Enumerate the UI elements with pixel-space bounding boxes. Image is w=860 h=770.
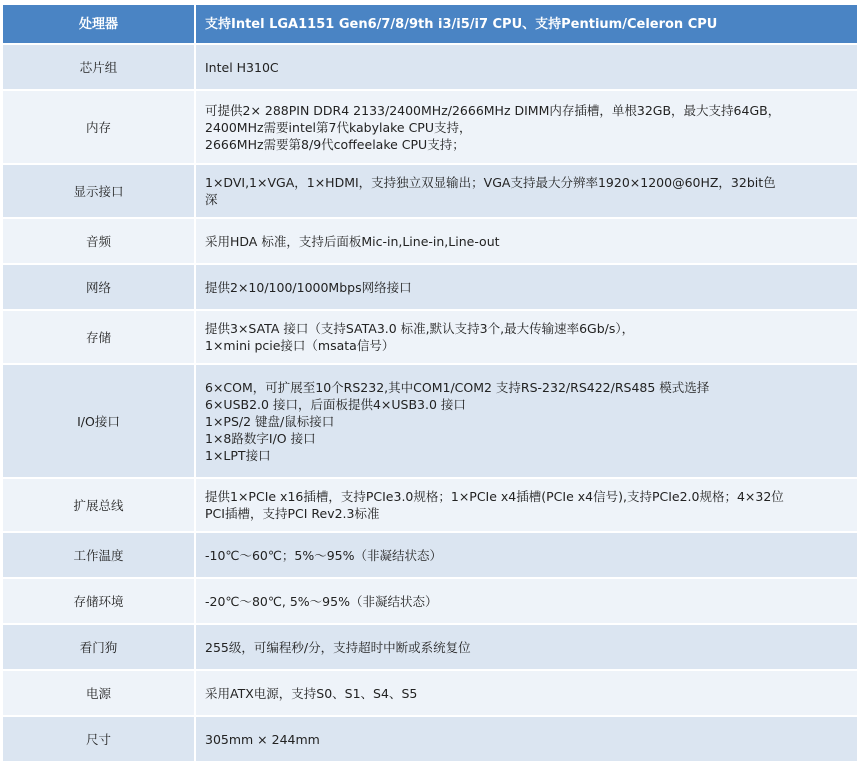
spec-row-watchdog <box>3 624 857 670</box>
spec-label: 工作温度 <box>3 532 195 578</box>
spec-value-line: 305mm × 244mm <box>205 731 320 747</box>
spec-value-line: 提供2×10/100/1000Mbps网络接口 <box>205 279 412 295</box>
spec-table <box>3 3 857 763</box>
spec-label: 芯片组 <box>3 44 195 90</box>
spec-value <box>195 624 857 670</box>
spec-label: 存储环境 <box>3 578 195 624</box>
spec-value-line: 提供1×PCIe x16插槽，支持PCIe3.0规格；1×PCIe x4插槽(PCIe x4信号),支持PCIe2.0规格；4×32位 <box>205 489 784 504</box>
spec-row-expansion <box>3 478 857 532</box>
spec-value-line: -10℃～60℃；5%～95%（非凝结状态） <box>205 547 443 563</box>
spec-row-storage <box>3 310 857 364</box>
spec-value-line: 采用ATX电源，支持S0、S1、S4、S5 <box>205 685 418 701</box>
spec-row-dimensions <box>3 716 857 762</box>
spec-row-operating-temp <box>3 532 857 578</box>
spec-label: 内存 <box>3 90 195 164</box>
spec-value-line: 255级，可编程秒/分，支持超时中断或系统复位 <box>205 639 471 655</box>
spec-label: 网络 <box>3 264 195 310</box>
spec-value-line: 深 <box>205 192 218 207</box>
spec-value-line: 1×PS/2 键盘/鼠标接口 <box>205 413 335 429</box>
spec-value-line: 1×DVI,1×VGA，1×HDMI，支持独立双显输出；VGA支持最大分辨率1920×1200@60HZ，32bit色 <box>205 175 776 190</box>
spec-row-display <box>3 164 857 218</box>
spec-value-line: -20℃～80℃, 5%～95%（非凝结状态） <box>205 593 438 609</box>
spec-value-line: Intel H310C <box>205 59 279 75</box>
spec-value-line: 采用HDA 标准，支持后面板Mic-in,Line-in,Line-out <box>205 233 500 249</box>
spec-value-line: PCI插槽，支持PCI Rev2.3标准 <box>205 506 380 521</box>
spec-label: 尺寸 <box>3 716 195 762</box>
spec-value-line: 可提供2× 288PIN DDR4 2133/2400MHz/2666MHz DIMM内存插槽，单根32GB，最大支持64GB， <box>205 102 781 118</box>
spec-value <box>195 90 857 164</box>
spec-value <box>195 716 857 762</box>
spec-row-network <box>3 264 857 310</box>
spec-label: 处理器 <box>3 4 195 44</box>
spec-row-storage-env <box>3 578 857 624</box>
spec-label: 存储 <box>3 310 195 364</box>
spec-label: 看门狗 <box>3 624 195 670</box>
spec-value <box>195 264 857 310</box>
spec-value <box>195 164 857 218</box>
spec-table-body <box>3 4 857 762</box>
spec-value-line: 2666MHz需要第8/9代coffeelake CPU支持； <box>205 136 465 152</box>
spec-value <box>195 532 857 578</box>
spec-row-audio <box>3 218 857 264</box>
spec-value-line: 1×8路数字I/O 接口 <box>205 430 316 446</box>
spec-row-memory <box>3 90 857 164</box>
spec-value <box>195 364 857 478</box>
spec-value <box>195 578 857 624</box>
spec-row-chipset <box>3 44 857 90</box>
spec-value-line: 2400MHz需要intel第7代kabylake CPU支持， <box>205 119 472 135</box>
spec-value <box>195 4 857 44</box>
spec-value-line: 支持Intel LGA1151 Gen6/7/8/9th i3/i5/i7 CPU、支持Pentium/Celeron CPU <box>205 16 718 32</box>
spec-label: 电源 <box>3 670 195 716</box>
spec-value <box>195 310 857 364</box>
spec-value <box>195 44 857 90</box>
spec-value-line: 提供3×SATA 接口（支持SATA3.0 标准,默认支持3个,最大传输速率6Gb/s）， <box>205 321 635 336</box>
spec-label: I/O接口 <box>3 364 195 478</box>
spec-value <box>195 218 857 264</box>
spec-row-power <box>3 670 857 716</box>
spec-value-line: 1×LPT接口 <box>205 447 271 463</box>
spec-label: 音频 <box>3 218 195 264</box>
spec-row-cpu <box>3 4 857 44</box>
spec-value <box>195 478 857 532</box>
spec-value-line: 1×mini pcie接口（msata信号） <box>205 338 395 353</box>
spec-row-io <box>3 364 857 478</box>
spec-label: 扩展总线 <box>3 478 195 532</box>
spec-label: 显示接口 <box>3 164 195 218</box>
spec-value-line: 6×USB2.0 接口，后面板提供4×USB3.0 接口 <box>205 396 466 412</box>
spec-value-line: 6×COM，可扩展至10个RS232,其中COM1/COM2 支持RS-232/RS422/RS485 模式选择 <box>205 379 710 395</box>
spec-value <box>195 670 857 716</box>
